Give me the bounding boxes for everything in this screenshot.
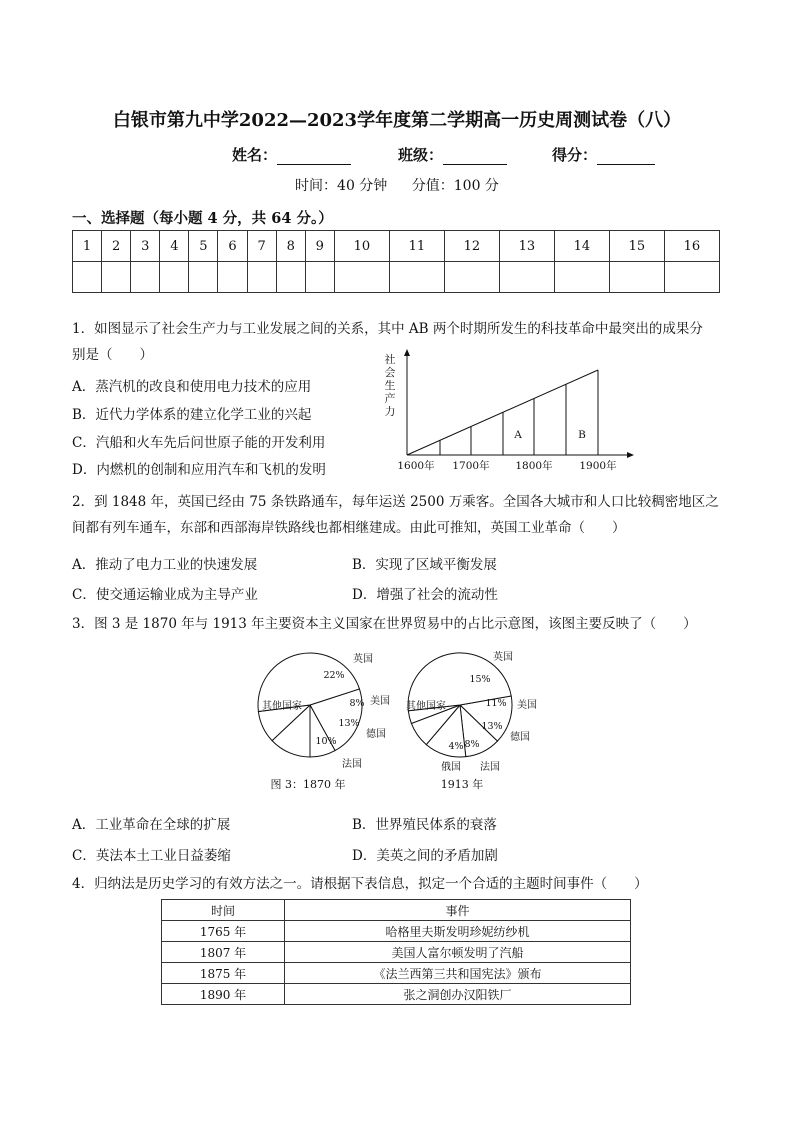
answer-number-row — [73, 231, 720, 262]
answer-number-7: 7 — [247, 231, 276, 262]
header-time: 时间 — [162, 900, 285, 921]
q2-stem-line2: 间都有列车通车，东部和西部海岸铁路线也都相继建成。由此可推知，英国工业革命（ ） — [72, 520, 626, 536]
x-axis-arrow — [627, 452, 634, 458]
row-time: 1875 年 — [162, 963, 285, 984]
pie-1913 — [406, 650, 537, 791]
q2-option-d[interactable]: D．增强了社会的流动性 — [352, 587, 498, 603]
trade-share-pie-charts — [250, 648, 550, 798]
answer-cell-15[interactable] — [609, 262, 664, 293]
q2-stem — [72, 489, 732, 541]
answer-number-4: 4 — [160, 231, 189, 262]
row-event: 张之洞创办汉阳铁厂 — [285, 984, 631, 1005]
q2-option-b[interactable]: B．实现了区域平衡发展 — [352, 557, 497, 573]
y-label-char-3: 生 — [384, 379, 396, 392]
name-label: 姓名： — [232, 146, 278, 164]
pie-label-英国: 英国 — [493, 652, 513, 663]
answer-number-10: 10 — [334, 231, 389, 262]
class-blank[interactable] — [443, 148, 507, 165]
pie-1870 — [258, 652, 390, 791]
answer-number-5: 5 — [189, 231, 218, 262]
q3-option-b[interactable]: B．世界殖民体系的衰落 — [352, 817, 497, 833]
header-event: 事件 — [285, 900, 631, 921]
score-label: 得分： — [552, 146, 598, 164]
answer-number-13: 13 — [499, 231, 554, 262]
answer-cell-16[interactable] — [664, 262, 719, 293]
y-label-char-4: 产 — [384, 392, 396, 405]
answer-cell-1[interactable] — [73, 262, 102, 293]
answer-cell-14[interactable] — [554, 262, 609, 293]
answer-number-2: 2 — [102, 231, 131, 262]
q1-stem-line2: 别是（ ） — [72, 347, 153, 363]
value-text: 分值：100 分 — [411, 178, 499, 194]
row-event: 哈格里夫斯发明珍妮纺纱机 — [285, 921, 631, 942]
q1-option-a[interactable]: A．蒸汽机的改良和使用电力技术的应用 — [72, 379, 312, 395]
answer-cell-10[interactable] — [334, 262, 389, 293]
pie-caption: 1913 年 — [440, 778, 484, 791]
y-label-char-5: 力 — [384, 405, 396, 418]
answer-cell-4[interactable] — [160, 262, 189, 293]
q1-option-d[interactable]: D．内燃机的创制和应用汽车和飞机的发明 — [72, 462, 326, 478]
table-row — [162, 942, 631, 963]
y-label-char-2: 会 — [384, 366, 396, 379]
events-table-header — [162, 900, 631, 921]
q1-option-b[interactable]: B．近代力学体系的建立化学工业的兴起 — [72, 407, 312, 423]
x-tick-1600: 1600年 — [397, 460, 435, 472]
x-tick-1700: 1700年 — [452, 460, 490, 472]
answer-number-1: 1 — [73, 231, 102, 262]
pie-value-label: 13% — [338, 718, 360, 729]
q4-stem: 4．归纳法是历史学习的有效方法之一。请根据下表信息，拟定一个合适的主题时间事件（ ） — [72, 876, 648, 892]
pie-value-label: 4% — [448, 741, 464, 752]
exam-meta — [0, 175, 794, 195]
q3-option-c[interactable]: C．英法本土工业日益萎缩 — [72, 848, 231, 864]
name-field — [232, 144, 351, 165]
answer-cell-8[interactable] — [276, 262, 305, 293]
pie-label-其他国家: 其他国家 — [262, 701, 302, 712]
answer-cell-5[interactable] — [189, 262, 218, 293]
table-row — [162, 963, 631, 984]
pie-value-label: 10% — [315, 736, 337, 747]
answer-number-11: 11 — [389, 231, 444, 262]
answer-number-6: 6 — [218, 231, 247, 262]
pie-label-法国: 法国 — [342, 759, 362, 770]
q3-option-d[interactable]: D．美英之间的矛盾加剧 — [352, 848, 498, 864]
score-blank[interactable] — [597, 148, 655, 165]
answer-number-9: 9 — [305, 231, 334, 262]
row-event: 美国人富尔顿发明了汽船 — [285, 942, 631, 963]
answer-number-8: 8 — [276, 231, 305, 262]
answer-blank-row — [73, 262, 720, 293]
table-row — [162, 921, 631, 942]
pie-label-美国: 美国 — [370, 696, 390, 707]
row-time: 1890 年 — [162, 984, 285, 1005]
q2-option-a[interactable]: A．推动了电力工业的快速发展 — [72, 557, 258, 573]
score-field — [552, 144, 655, 165]
row-event: 《法兰西第三共和国宪法》颁布 — [285, 963, 631, 984]
productivity-chart — [360, 345, 650, 475]
q2-option-c[interactable]: C．使交通运输业成为主导产业 — [72, 587, 258, 603]
answer-cell-6[interactable] — [218, 262, 247, 293]
answer-number-15: 15 — [609, 231, 664, 262]
q1-stem-line1: 1．如图显示了社会生产力与工业发展之间的关系，其中 AB 两个时期所发生的科技革命中最突出的成果分 — [72, 321, 703, 337]
answer-cell-7[interactable] — [247, 262, 276, 293]
pie-label-英国: 英国 — [353, 654, 373, 665]
pie-label-法国: 法国 — [480, 762, 500, 773]
class-label: 班级： — [398, 146, 444, 164]
pie-label-德国: 德国 — [510, 732, 530, 743]
pie-caption: 图 3：1870 年 — [270, 778, 346, 791]
page-title: 白银市第九中学2022—2023学年度第二学期高一历史周测试卷（八） — [112, 110, 682, 131]
answer-number-14: 14 — [554, 231, 609, 262]
section-heading: 一、选择题（每小题 4 分，共 64 分。） — [72, 210, 333, 227]
pie-value-label: 11% — [485, 698, 507, 709]
answer-cell-11[interactable] — [389, 262, 444, 293]
pie-value-label: 8% — [349, 698, 365, 709]
answer-cell-3[interactable] — [131, 262, 160, 293]
period-label-b: B — [578, 429, 586, 441]
pie-value-label: 8% — [464, 739, 480, 750]
answer-cell-12[interactable] — [444, 262, 499, 293]
x-tick-1800: 1800年 — [515, 460, 553, 472]
y-label-char-1: 社 — [384, 353, 396, 366]
q3-stem: 3．图 3 是 1870 年与 1913 年主要资本主义国家在世界贸易中的占比示意图，该图主要反映了（ ） — [72, 616, 697, 632]
answer-number-12: 12 — [444, 231, 499, 262]
pie-label-德国: 德国 — [366, 729, 386, 740]
q1-option-c[interactable]: C．汽船和火车先后问世原子能的开发利用 — [72, 435, 326, 451]
answer-number-3: 3 — [131, 231, 160, 262]
events-table — [161, 899, 631, 1005]
table-row — [162, 984, 631, 1005]
x-tick-1900: 1900年 — [579, 460, 617, 472]
y-axis-arrow — [404, 349, 410, 356]
row-time: 1765 年 — [162, 921, 285, 942]
answer-cell-2[interactable] — [102, 262, 131, 293]
pie-label-美国: 美国 — [517, 700, 537, 711]
pie-label-其他国家: 其他国家 — [406, 701, 446, 712]
answer-number-16: 16 — [664, 231, 719, 262]
pie-value-label: 13% — [481, 721, 503, 732]
answer-grid — [72, 230, 720, 293]
name-blank[interactable] — [277, 148, 351, 165]
answer-cell-9[interactable] — [305, 262, 334, 293]
pie-label-俄国: 俄国 — [441, 762, 461, 773]
class-field — [398, 144, 507, 165]
q3-option-a[interactable]: A．工业革命在全球的扩展 — [72, 817, 231, 833]
answer-cell-13[interactable] — [499, 262, 554, 293]
pie-value-label: 15% — [469, 674, 491, 685]
period-label-a: A — [514, 429, 522, 441]
q2-stem-line1: 2．到 1848 年，英国已经由 75 条铁路通车，每年运送 2500 万乘客。全国各大城市和人口比较稠密地区之 — [72, 494, 719, 510]
time-text: 时间：40 分钟 — [295, 178, 388, 194]
pie-value-label: 22% — [323, 670, 345, 681]
row-time: 1807 年 — [162, 942, 285, 963]
